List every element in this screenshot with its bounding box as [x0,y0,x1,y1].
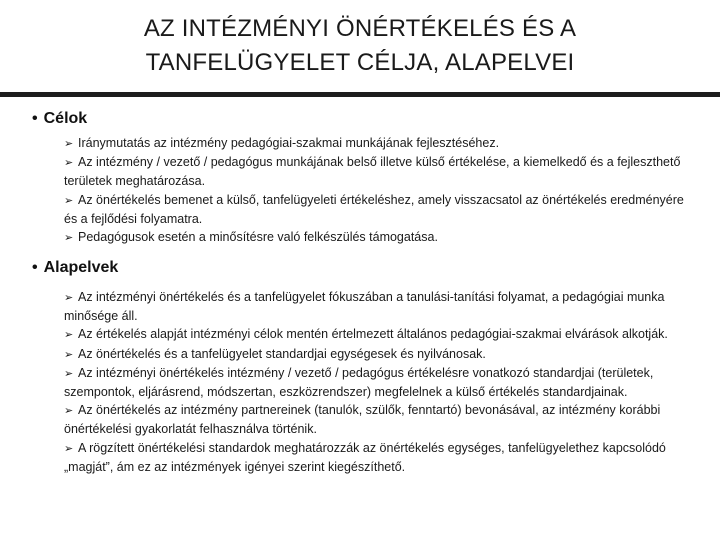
arrow-bullet-icon: ➢ [64,405,74,418]
section-heading-alapelvek [32,259,118,277]
list-item-text: Pedagógusok esetén a minősítésre való felkészülés támogatása. [78,230,438,245]
list-item [64,134,684,153]
arrow-bullet-icon: ➢ [64,329,74,342]
list-item-text: Az értékelés alapját intézményi célok mentén értelmezett általános pedagógiai-szakmai elvárások alkotják. [78,327,668,342]
section-heading-label: Célok [43,110,88,127]
arrow-bullet-icon: ➢ [64,292,74,304]
list-item [64,325,684,344]
list-item [64,288,684,325]
arrow-bullet-icon: ➢ [64,194,74,207]
arrow-bullet-icon: ➢ [64,367,74,380]
section-heading-celok [32,110,87,128]
bullet-icon: • [32,259,38,276]
title-line-1: AZ INTÉZMÉNYI ÖNÉRTÉKELÉS ÉS A [143,15,577,42]
arrow-bullet-icon: ➢ [64,138,74,150]
list-item [64,153,684,190]
section-items-alapelvek [64,288,684,476]
list-item-text: A rögzített önértékelési standardok meghatározzák az önértékelés egységes, tanfelügyelethez kapcsolódó „magját”, ám ez az intézmények igényei szerint kiegészíthető. [64,440,666,474]
arrow-bullet-icon: ➢ [64,232,74,245]
section-items-celok [64,134,684,247]
title-divider [0,92,720,97]
list-item-text: Az önértékelés bemenet a külső, tanfelügyeleti értékeléshez, amely visszacsatol az önértékelés eredményére és a fejlődési folyamatra. [64,192,684,226]
list-item-text: Az önértékelés az intézmény partnereinek (tanulók, szülők, fenntartó) bevonásával, az intézmény korábbi önértékelési gyakorlatát felhasználva történik. [64,403,661,437]
bullet-icon: • [32,110,38,127]
list-item-text: Az intézmény / vezető / pedagógus munkájának belső illetve külső értékelése, a kiemelkedő és a fejleszthető területek meghatározása. [64,155,681,189]
title-line-2: TANFELÜGYELET CÉLJA, ALAPELVEI [145,49,575,76]
slide-title [60,12,660,80]
list-item [64,439,684,476]
list-item-text: Az intézményi önértékelés és a tanfelügyelet fókuszában a tanulási-tanítási folyamat, a pedagógiai munka minősége áll. [64,290,665,324]
section-heading-label: Alapelvek [43,259,119,276]
list-item [64,364,684,401]
list-item-text: Iránymutatás az intézmény pedagógiai-szakmai munkájának fejlesztéséhez. [78,136,500,150]
arrow-bullet-icon: ➢ [64,348,74,361]
list-item [64,401,684,438]
arrow-bullet-icon: ➢ [64,157,74,170]
list-item-text: Az önértékelés és a tanfelügyelet standardjai egységesek és nyilvánosak. [78,346,486,361]
arrow-bullet-icon: ➢ [64,442,74,455]
list-item [64,345,684,364]
list-item [64,228,684,247]
list-item [64,191,684,228]
list-item-text: Az intézményi önértékelés intézmény / vezető / pedagógus értékelésre vonatkozó standardjai (területek, szempontok, eljárásrend, módszertan, eszközrendszer) megfelelnek a külső értékelés standardjainak. [64,365,654,400]
